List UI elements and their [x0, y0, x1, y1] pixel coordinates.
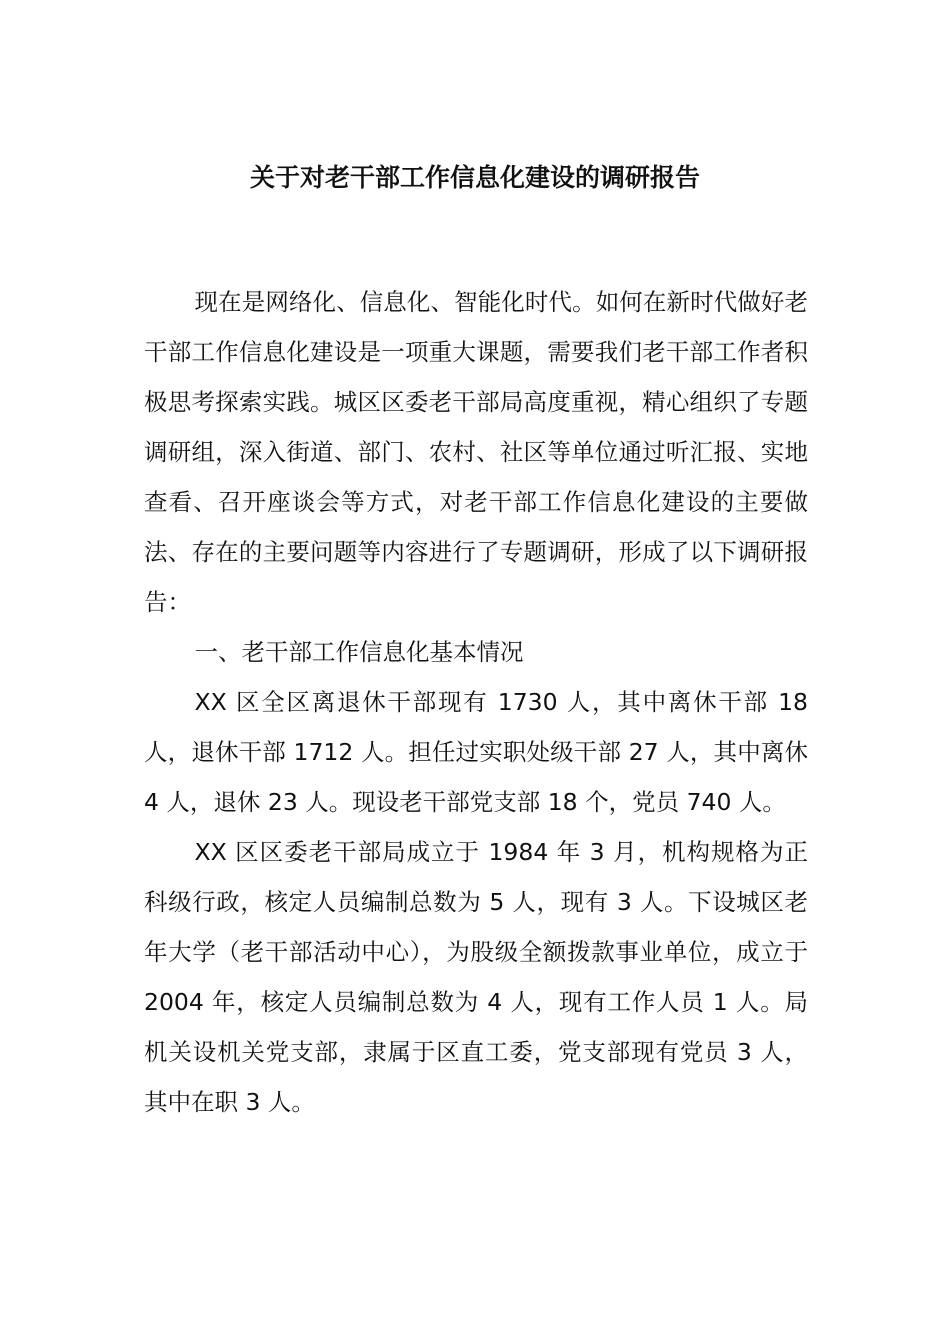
document-title: 关于对老干部工作信息化建设的调研报告: [249, 163, 700, 192]
bureau-info-paragraph: XX 区区委老干部局成立于 1984 年 3 月，机构规格为正科级行政，核定人员编制总数为 5 人，现有 3 人。下设城区老年大学（老干部活动中心），为股级全额拨款事业单位，成立于 2004 年，核定人员编制总数为 4 人，现有工作人员 1 人。局机关设机关党支部，隶属于区直工委，党支部现有党员 3 人，其中在职 3 人。: [144, 838, 808, 1116]
cadre-stats-paragraph: XX 区全区离退休干部现有 1730 人，其中离休干部 18 人，退休干部 1712 人。担任过实职处级干部 27 人，其中离休 4 人，退休 23 人。现设老干部党支部 18 个，党员 740 人。: [144, 688, 808, 816]
section-heading: 一、老干部工作信息化基本情况: [194, 638, 524, 666]
intro-paragraph: 现在是网络化、信息化、智能化时代。如何在新时代做好老干部工作信息化建设是一项重大课题，需要我们老干部工作者积极思考探索实践。城区区委老干部局高度重视，精心组织了专题调研组，深入街道、部门、农村、社区等单位通过听汇报、实地查看、召开座谈会等方式，对老干部工作信息化建设的主要做法、存在的主要问题等内容进行了专题调研，形成了以下调研报告：: [144, 288, 808, 616]
document-body: [144, 277, 808, 1127]
